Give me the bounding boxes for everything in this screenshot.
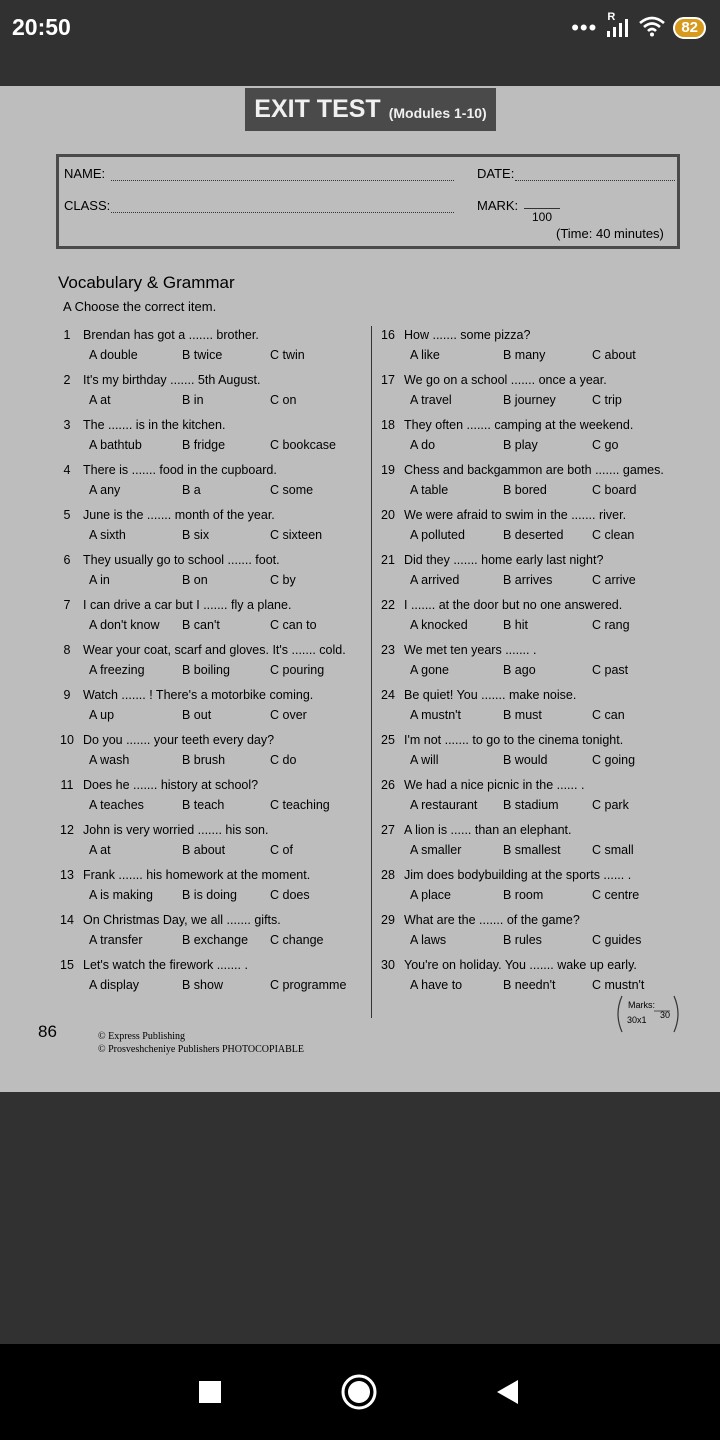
question-20 (378, 506, 688, 546)
question-text: How ....... some pizza? (404, 328, 531, 342)
option-c: C over (270, 708, 307, 722)
question-14 (57, 911, 367, 951)
option-a: A freezing (89, 663, 145, 677)
option-b: B smallest (503, 843, 561, 857)
student-info-box (56, 154, 680, 249)
option-b: B must (503, 708, 542, 722)
question-text: The ....... is in the kitchen. (83, 418, 226, 432)
option-c: C twin (270, 348, 305, 362)
option-b: B show (182, 978, 223, 992)
question-text: There is ....... food in the cupboard. (83, 463, 277, 477)
option-b: B room (503, 888, 544, 902)
option-a: A laws (410, 933, 447, 947)
question-number: 15 (60, 958, 74, 972)
option-b: B in (182, 393, 204, 407)
question-number: 20 (381, 508, 395, 522)
option-b: B twice (182, 348, 223, 362)
option-a: A any (89, 483, 121, 497)
question-2 (57, 371, 367, 411)
class-dotted-line (111, 212, 454, 213)
question-number: 7 (63, 598, 71, 612)
question-5 (57, 506, 367, 546)
option-b: B deserted (503, 528, 564, 542)
section-title: Vocabulary & Grammar (58, 273, 235, 292)
question-24 (378, 686, 688, 726)
option-b: B rules (503, 933, 542, 947)
question-text: You're on holiday. You ....... wake up early. (404, 958, 637, 972)
class-label: CLASS: (64, 198, 111, 213)
option-a: A display (89, 978, 140, 992)
question-text: We had a nice picnic in the ...... . (404, 778, 585, 792)
option-a: A polluted (410, 528, 465, 542)
option-a: A table (410, 483, 449, 497)
question-text: We met ten years ....... . (404, 643, 537, 657)
question-25 (378, 731, 688, 771)
question-text: Let's watch the firework ....... . (83, 958, 248, 972)
question-number: 18 (381, 418, 395, 432)
option-b: B out (182, 708, 212, 722)
option-b: B a (182, 483, 201, 497)
option-a: A knocked (410, 618, 468, 632)
question-number: 6 (63, 553, 71, 567)
option-a: A arrived (410, 573, 460, 587)
question-text: Watch ....... ! There's a motorbike coming. (83, 688, 314, 702)
option-a: A travel (410, 393, 452, 407)
mark-total: 100 (532, 210, 553, 224)
question-number: 24 (381, 688, 395, 702)
option-c: C bookcase (270, 438, 337, 452)
option-c: C park (592, 798, 629, 812)
question-number: 8 (63, 643, 71, 657)
question-text: It's my birthday ....... 5th August. (83, 373, 261, 387)
roaming-indicator: R (607, 11, 616, 23)
question-30 (378, 956, 688, 996)
question-number: 2 (63, 373, 71, 387)
option-a: A at (89, 393, 111, 407)
question-number: 25 (381, 733, 395, 747)
option-c: C programme (270, 978, 347, 992)
question-text: Jim does bodybuilding at the sports ...... . (404, 868, 632, 882)
copyright-line-2: © Prosveshcheniye Publishers PHOTOCOPIABLE (98, 1044, 305, 1055)
question-number: 5 (63, 508, 71, 522)
date-dotted-line (515, 180, 675, 181)
option-c: C by (270, 573, 296, 587)
option-c: C can to (270, 618, 317, 632)
option-c: C teaching (270, 798, 330, 812)
marks-total: 30 (660, 1010, 671, 1020)
option-c: C trip (592, 393, 622, 407)
option-a: A gone (410, 663, 449, 677)
option-a: A don't know (89, 618, 160, 632)
option-b: B exchange (182, 933, 249, 947)
question-text: I can drive a car but I ....... fly a plane. (83, 598, 292, 612)
question-9 (57, 686, 367, 726)
question-8 (57, 641, 367, 681)
option-a: A up (89, 708, 115, 722)
option-a: A restaurant (410, 798, 478, 812)
question-text: On Christmas Day, we all ....... gifts. (83, 913, 281, 927)
question-29 (378, 911, 688, 951)
column-divider (371, 326, 372, 1018)
option-c: C can (592, 708, 625, 722)
option-c: C some (270, 483, 314, 497)
home-button[interactable] (339, 1372, 379, 1412)
question-text: John is very worried ....... his son. (83, 823, 269, 837)
question-text: We were afraid to swim in the ....... river. (404, 508, 627, 522)
question-18 (378, 416, 688, 456)
question-text: June is the ....... month of the year. (83, 508, 275, 522)
question-number: 17 (381, 373, 395, 387)
option-a: A smaller (410, 843, 462, 857)
question-number: 21 (381, 553, 395, 567)
notification-dots-icon: ••• (571, 15, 598, 40)
option-a: A sixth (89, 528, 126, 542)
option-a: A like (410, 348, 440, 362)
question-text: Did they ....... home early last night? (404, 553, 604, 567)
mark-fraction-line (524, 208, 560, 209)
name-label: NAME: (64, 166, 106, 181)
question-17 (378, 371, 688, 411)
question-4 (57, 461, 367, 501)
option-b: B ago (503, 663, 536, 677)
question-27 (378, 821, 688, 861)
navigation-bar (0, 1344, 720, 1440)
question-text: A lion is ...... than an elephant. (404, 823, 572, 837)
option-b: B play (503, 438, 538, 452)
question-26 (378, 776, 688, 816)
mark-label: MARK: (477, 198, 519, 213)
option-b: B needn't (503, 978, 556, 992)
question-7 (57, 596, 367, 636)
question-number: 11 (60, 778, 74, 792)
option-c: C of (270, 843, 293, 857)
question-text: Chess and backgammon are both ....... games. (404, 463, 664, 477)
question-22 (378, 596, 688, 636)
question-text: They usually go to school ....... foot. (83, 553, 280, 567)
question-1 (57, 326, 367, 366)
option-b: B arrives (503, 573, 553, 587)
option-c: C go (592, 438, 619, 452)
question-3 (57, 416, 367, 456)
option-c: C small (592, 843, 634, 857)
option-b: B on (182, 573, 208, 587)
circle-icon (339, 1372, 379, 1412)
option-b: B many (503, 348, 546, 362)
question-number: 27 (381, 823, 395, 837)
question-number: 13 (60, 868, 74, 882)
question-23 (378, 641, 688, 681)
option-b: B fridge (182, 438, 226, 452)
question-number: 12 (60, 823, 74, 837)
option-b: B brush (182, 753, 226, 767)
option-b: B is doing (182, 888, 237, 902)
instruction: A Choose the correct item. (63, 299, 217, 314)
question-16 (378, 326, 688, 366)
question-number: 22 (381, 598, 395, 612)
option-c: C rang (592, 618, 630, 632)
question-11 (57, 776, 367, 816)
option-b: B hit (503, 618, 529, 632)
test-subtitle: (Modules 1-10) (388, 104, 487, 121)
option-a: A at (89, 843, 111, 857)
question-number: 4 (63, 463, 71, 477)
option-b: B would (503, 753, 548, 767)
question-number: 26 (381, 778, 395, 792)
copyright-notice (98, 1030, 304, 1056)
option-b: B stadium (503, 798, 559, 812)
option-c: C sixteen (270, 528, 323, 542)
option-c: C do (270, 753, 297, 767)
wifi-icon (639, 15, 665, 42)
option-c: C centre (592, 888, 640, 902)
question-number: 10 (60, 733, 74, 747)
test-title: EXIT TEST (254, 95, 381, 123)
option-c: C on (270, 393, 297, 407)
question-number: 23 (381, 643, 395, 657)
option-a: A transfer (89, 933, 143, 947)
option-c: C mustn't (592, 978, 645, 992)
question-number: 28 (381, 868, 395, 882)
question-number: 30 (381, 958, 395, 972)
option-c: C change (270, 933, 324, 947)
test-title-box (245, 88, 496, 131)
option-c: C about (592, 348, 636, 362)
option-b: B teach (182, 798, 225, 812)
copyright-line-1: © Express Publishing (98, 1031, 186, 1042)
option-c: C clean (592, 528, 635, 542)
question-15 (57, 956, 367, 996)
option-c: C arrive (592, 573, 636, 587)
question-6 (57, 551, 367, 591)
signal-icon (605, 11, 631, 39)
question-number: 9 (63, 688, 71, 702)
option-c: C guides (592, 933, 642, 947)
marks-label: Marks: (628, 1000, 655, 1010)
option-b: B journey (503, 393, 556, 407)
question-number: 3 (63, 418, 71, 432)
option-a: A do (410, 438, 436, 452)
question-12 (57, 821, 367, 861)
date-label: DATE: (477, 166, 515, 181)
question-number: 19 (381, 463, 395, 477)
option-a: A bathtub (89, 438, 142, 452)
time-note: (Time: 40 minutes) (556, 226, 664, 241)
question-text: We go on a school ....... once a year. (404, 373, 607, 387)
viewer-background (0, 1092, 720, 1344)
option-b: B about (182, 843, 226, 857)
option-c: C pouring (270, 663, 325, 677)
question-number: 29 (381, 913, 395, 927)
option-a: A wash (89, 753, 130, 767)
page-number: 86 (38, 1022, 57, 1041)
option-a: A have to (410, 978, 463, 992)
option-c: C does (270, 888, 310, 902)
question-text: I'm not ....... to go to the cinema tonight. (404, 733, 624, 747)
option-a: A in (89, 573, 110, 587)
question-text: Wear your coat, scarf and gloves. It's ....... cold. (83, 643, 346, 657)
option-b: B bored (503, 483, 547, 497)
marks-multiplier: 30x1 (627, 1015, 647, 1025)
question-number: 16 (381, 328, 395, 342)
question-text: Do you ....... your teeth every day? (83, 733, 275, 747)
triangle-back-icon (492, 1377, 522, 1407)
question-13 (57, 866, 367, 906)
recents-button[interactable] (190, 1372, 230, 1412)
question-19 (378, 461, 688, 501)
question-10 (57, 731, 367, 771)
status-icons (571, 11, 706, 42)
question-28 (378, 866, 688, 906)
status-bar (0, 0, 720, 86)
option-b: B can't (182, 618, 220, 632)
option-a: A is making (89, 888, 153, 902)
option-c: C past (592, 663, 629, 677)
question-text: They often ....... camping at the weekend. (404, 418, 634, 432)
option-a: A teaches (89, 798, 144, 812)
question-text: Be quiet! You ....... make noise. (404, 688, 577, 702)
question-21 (378, 551, 688, 591)
option-b: B six (182, 528, 210, 542)
name-dotted-line (111, 180, 454, 181)
marks-box (614, 994, 682, 1030)
option-a: A will (410, 753, 439, 767)
question-text: Frank ....... his homework at the moment. (83, 868, 311, 882)
option-b: B boiling (182, 663, 230, 677)
option-a: A mustn't (410, 708, 462, 722)
option-a: A place (410, 888, 452, 902)
back-button[interactable] (487, 1372, 527, 1412)
battery-icon: 82 (673, 17, 706, 39)
option-c: C board (592, 483, 637, 497)
question-text: Does he ....... history at school? (83, 778, 259, 792)
option-a: A double (89, 348, 138, 362)
question-number: 1 (63, 328, 71, 342)
question-text: I ....... at the door but no one answered. (404, 598, 623, 612)
square-icon (199, 1381, 221, 1403)
question-number: 14 (60, 913, 74, 927)
question-text: Brendan has got a ....... brother. (83, 328, 259, 342)
question-text: What are the ....... of the game? (404, 913, 580, 927)
option-c: C going (592, 753, 636, 767)
status-time: 20:50 (12, 14, 71, 40)
